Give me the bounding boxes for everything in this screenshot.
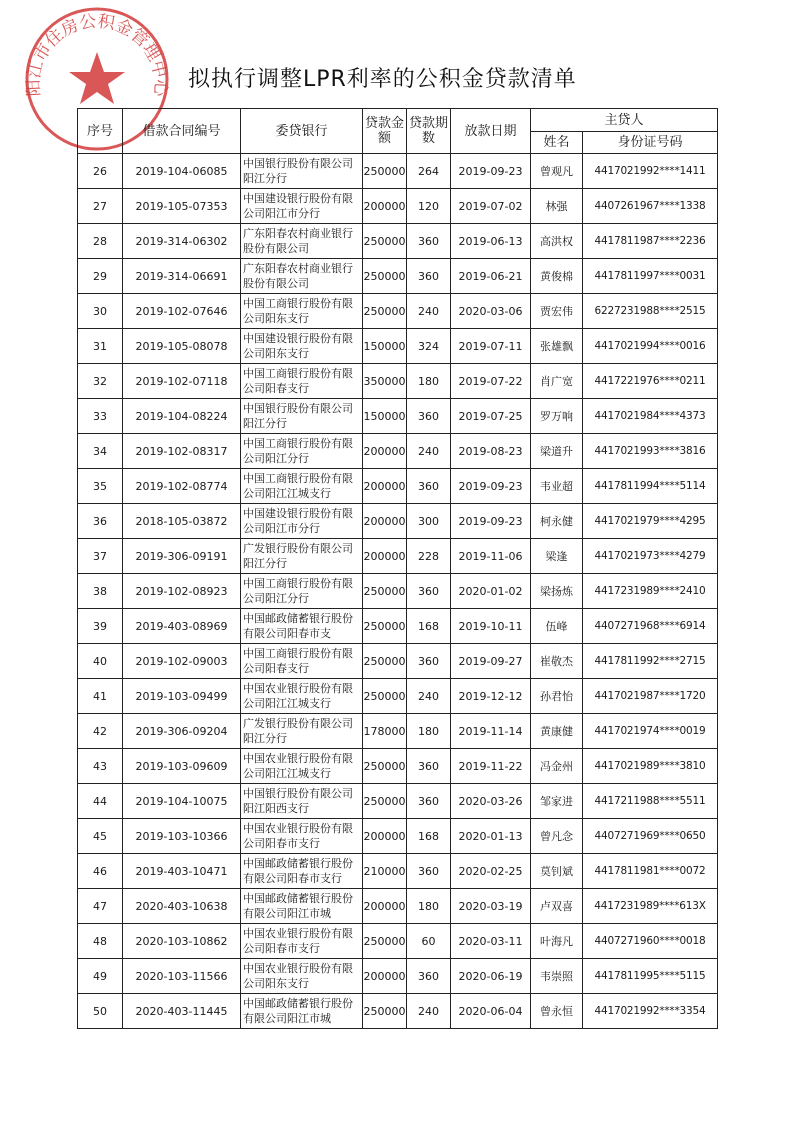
- cell-bank: 中国工商银行股份有限公司阳春支行: [241, 644, 363, 679]
- cell-id: 4417811981****0072: [583, 854, 718, 889]
- cell-name: 黄康健: [531, 714, 583, 749]
- cell-contract: 2019-306-09191: [123, 539, 241, 574]
- header-id: 身份证号码: [583, 132, 718, 154]
- cell-term: 360: [407, 959, 451, 994]
- table-row: [78, 819, 718, 854]
- table-row: [78, 889, 718, 924]
- cell-date: 2020-03-11: [451, 924, 531, 959]
- cell-name: 肖广宽: [531, 364, 583, 399]
- cell-term: 360: [407, 399, 451, 434]
- cell-amount: 250000: [363, 224, 407, 259]
- header-amount: 贷款金额: [363, 109, 407, 154]
- cell-seq: 36: [78, 504, 123, 539]
- cell-amount: 250000: [363, 154, 407, 189]
- cell-amount: 250000: [363, 749, 407, 784]
- table-row: [78, 224, 718, 259]
- table-row: [78, 994, 718, 1029]
- header-borrower: 主贷人: [531, 109, 718, 132]
- cell-name: 林强: [531, 189, 583, 224]
- cell-term: 360: [407, 259, 451, 294]
- loan-table: [77, 108, 718, 1029]
- cell-bank: 中国邮政储蓄银行股份有限公司阳江市城: [241, 889, 363, 924]
- cell-name: 邹家进: [531, 784, 583, 819]
- table-row: [78, 924, 718, 959]
- cell-seq: 41: [78, 679, 123, 714]
- cell-date: 2019-09-23: [451, 504, 531, 539]
- cell-date: 2019-07-11: [451, 329, 531, 364]
- cell-bank: 广东阳春农村商业银行股份有限公司: [241, 259, 363, 294]
- cell-amount: 210000: [363, 854, 407, 889]
- cell-date: 2019-06-21: [451, 259, 531, 294]
- cell-amount: 200000: [363, 819, 407, 854]
- cell-bank: 中国工商银行股份有限公司阳江江城支行: [241, 469, 363, 504]
- cell-name: 韦崇照: [531, 959, 583, 994]
- cell-amount: 200000: [363, 504, 407, 539]
- cell-contract: 2019-104-08224: [123, 399, 241, 434]
- cell-term: 240: [407, 294, 451, 329]
- cell-seq: 46: [78, 854, 123, 889]
- cell-id: 4417021989****3810: [583, 749, 718, 784]
- cell-bank: 中国建设银行股份有限公司阳东支行: [241, 329, 363, 364]
- cell-contract: 2019-103-09609: [123, 749, 241, 784]
- cell-amount: 250000: [363, 294, 407, 329]
- header-name: 姓名: [531, 132, 583, 154]
- cell-date: 2019-06-13: [451, 224, 531, 259]
- cell-date: 2020-01-02: [451, 574, 531, 609]
- cell-term: 324: [407, 329, 451, 364]
- cell-seq: 44: [78, 784, 123, 819]
- cell-contract: 2020-403-11445: [123, 994, 241, 1029]
- cell-id: 6227231988****2515: [583, 294, 718, 329]
- cell-amount: 250000: [363, 784, 407, 819]
- cell-term: 360: [407, 749, 451, 784]
- cell-id: 4417221976****0211: [583, 364, 718, 399]
- cell-id: 4417021974****0019: [583, 714, 718, 749]
- cell-date: 2019-11-22: [451, 749, 531, 784]
- cell-date: 2020-01-13: [451, 819, 531, 854]
- cell-bank: 中国农业银行股份有限公司阳东支行: [241, 959, 363, 994]
- cell-contract: 2019-103-09499: [123, 679, 241, 714]
- header-contract: 借款合同编号: [123, 109, 241, 154]
- cell-seq: 45: [78, 819, 123, 854]
- cell-bank: 中国工商银行股份有限公司阳江分行: [241, 434, 363, 469]
- table-row: [78, 189, 718, 224]
- table-row: [78, 959, 718, 994]
- cell-id: 4417021993****3816: [583, 434, 718, 469]
- cell-amount: 200000: [363, 959, 407, 994]
- cell-name: 冯金州: [531, 749, 583, 784]
- cell-id: 4407271960****0018: [583, 924, 718, 959]
- cell-contract: 2019-102-07118: [123, 364, 241, 399]
- header-seq: 序号: [78, 109, 123, 154]
- table-row: [78, 364, 718, 399]
- cell-seq: 50: [78, 994, 123, 1029]
- table-row: [78, 399, 718, 434]
- cell-seq: 47: [78, 889, 123, 924]
- cell-bank: 中国邮政储蓄银行股份有限公司阳春市支: [241, 609, 363, 644]
- cell-name: 伍峰: [531, 609, 583, 644]
- header-date: 放款日期: [451, 109, 531, 154]
- page-title: 拟执行调整LPR利率的公积金贷款清单: [188, 67, 577, 92]
- cell-date: 2019-07-22: [451, 364, 531, 399]
- cell-id: 4417021992****3354: [583, 994, 718, 1029]
- cell-seq: 39: [78, 609, 123, 644]
- cell-amount: 250000: [363, 679, 407, 714]
- table-row: [78, 434, 718, 469]
- cell-bank: 中国工商银行股份有限公司阳江分行: [241, 574, 363, 609]
- cell-term: 240: [407, 434, 451, 469]
- cell-term: 60: [407, 924, 451, 959]
- cell-contract: 2020-103-11566: [123, 959, 241, 994]
- table-row: [78, 679, 718, 714]
- cell-contract: 2019-103-10366: [123, 819, 241, 854]
- cell-seq: 32: [78, 364, 123, 399]
- cell-contract: 2019-102-08923: [123, 574, 241, 609]
- cell-date: 2019-09-23: [451, 469, 531, 504]
- cell-name: 韦业超: [531, 469, 583, 504]
- cell-bank: 中国建设银行股份有限公司阳江市分行: [241, 504, 363, 539]
- cell-seq: 30: [78, 294, 123, 329]
- cell-amount: 178000: [363, 714, 407, 749]
- cell-seq: 31: [78, 329, 123, 364]
- cell-id: 4417231989****2410: [583, 574, 718, 609]
- cell-date: 2020-03-19: [451, 889, 531, 924]
- table-body: [78, 154, 718, 1029]
- cell-id: 4417021973****4279: [583, 539, 718, 574]
- table-row: [78, 784, 718, 819]
- cell-seq: 34: [78, 434, 123, 469]
- cell-term: 180: [407, 889, 451, 924]
- cell-amount: 250000: [363, 924, 407, 959]
- cell-term: 360: [407, 469, 451, 504]
- cell-name: 曾观凡: [531, 154, 583, 189]
- cell-bank: 中国银行股份有限公司阳江分行: [241, 399, 363, 434]
- cell-name: 黄俊棉: [531, 259, 583, 294]
- cell-date: 2020-03-06: [451, 294, 531, 329]
- cell-bank: 中国农业银行股份有限公司阳春市支行: [241, 924, 363, 959]
- cell-bank: 广东阳春农村商业银行股份有限公司: [241, 224, 363, 259]
- table-row: [78, 329, 718, 364]
- cell-amount: 250000: [363, 644, 407, 679]
- cell-name: 高洪权: [531, 224, 583, 259]
- cell-id: 4417811997****0031: [583, 259, 718, 294]
- cell-amount: 250000: [363, 609, 407, 644]
- cell-seq: 42: [78, 714, 123, 749]
- cell-contract: 2019-314-06691: [123, 259, 241, 294]
- cell-term: 264: [407, 154, 451, 189]
- cell-id: 4417021987****1720: [583, 679, 718, 714]
- cell-name: 张雄飘: [531, 329, 583, 364]
- cell-name: 卢双喜: [531, 889, 583, 924]
- cell-id: 4417211988****5511: [583, 784, 718, 819]
- cell-amount: 250000: [363, 259, 407, 294]
- cell-id: 4417811987****2236: [583, 224, 718, 259]
- cell-contract: 2020-103-10862: [123, 924, 241, 959]
- cell-name: 柯永健: [531, 504, 583, 539]
- cell-contract: 2019-105-07353: [123, 189, 241, 224]
- table-row: [78, 574, 718, 609]
- cell-seq: 29: [78, 259, 123, 294]
- cell-bank: 中国银行股份有限公司阳江阳西支行: [241, 784, 363, 819]
- cell-date: 2020-03-26: [451, 784, 531, 819]
- cell-contract: 2019-105-08078: [123, 329, 241, 364]
- cell-name: 梁逢: [531, 539, 583, 574]
- table-row: [78, 644, 718, 679]
- header-bank: 委贷银行: [241, 109, 363, 154]
- cell-term: 240: [407, 994, 451, 1029]
- cell-term: 120: [407, 189, 451, 224]
- cell-bank: 广发银行股份有限公司阳江分行: [241, 539, 363, 574]
- table-row: [78, 469, 718, 504]
- cell-date: 2019-11-06: [451, 539, 531, 574]
- cell-term: 360: [407, 574, 451, 609]
- cell-contract: 2020-403-10638: [123, 889, 241, 924]
- cell-contract: 2019-102-08774: [123, 469, 241, 504]
- cell-bank: 广发银行股份有限公司阳江分行: [241, 714, 363, 749]
- table-row: [78, 714, 718, 749]
- cell-contract: 2019-102-08317: [123, 434, 241, 469]
- cell-seq: 35: [78, 469, 123, 504]
- cell-date: 2020-02-25: [451, 854, 531, 889]
- cell-term: 360: [407, 784, 451, 819]
- cell-id: 4417021992****1411: [583, 154, 718, 189]
- cell-date: 2019-09-23: [451, 154, 531, 189]
- cell-contract: 2019-403-08969: [123, 609, 241, 644]
- cell-date: 2020-06-19: [451, 959, 531, 994]
- cell-amount: 150000: [363, 329, 407, 364]
- cell-amount: 150000: [363, 399, 407, 434]
- cell-name: 贾宏伟: [531, 294, 583, 329]
- cell-amount: 250000: [363, 574, 407, 609]
- cell-seq: 43: [78, 749, 123, 784]
- cell-name: 曾永恒: [531, 994, 583, 1029]
- cell-term: 168: [407, 609, 451, 644]
- cell-bank: 中国银行股份有限公司阳江分行: [241, 154, 363, 189]
- cell-date: 2019-12-12: [451, 679, 531, 714]
- table-row: [78, 259, 718, 294]
- cell-term: 360: [407, 224, 451, 259]
- cell-term: 180: [407, 364, 451, 399]
- cell-name: 孙君怡: [531, 679, 583, 714]
- cell-term: 228: [407, 539, 451, 574]
- cell-seq: 48: [78, 924, 123, 959]
- cell-contract: 2019-306-09204: [123, 714, 241, 749]
- cell-contract: 2019-104-06085: [123, 154, 241, 189]
- cell-date: 2019-10-11: [451, 609, 531, 644]
- cell-term: 240: [407, 679, 451, 714]
- cell-amount: 350000: [363, 364, 407, 399]
- cell-bank: 中国农业银行股份有限公司阳春市支行: [241, 819, 363, 854]
- cell-id: 4417021994****0016: [583, 329, 718, 364]
- cell-bank: 中国建设银行股份有限公司阳江市分行: [241, 189, 363, 224]
- cell-bank: 中国工商银行股份有限公司阳东支行: [241, 294, 363, 329]
- cell-amount: 200000: [363, 889, 407, 924]
- table-row: [78, 854, 718, 889]
- cell-name: 梁道升: [531, 434, 583, 469]
- cell-amount: 200000: [363, 539, 407, 574]
- cell-amount: 200000: [363, 189, 407, 224]
- table-row: [78, 609, 718, 644]
- cell-seq: 26: [78, 154, 123, 189]
- cell-term: 180: [407, 714, 451, 749]
- cell-name: 莫钊斌: [531, 854, 583, 889]
- cell-bank: 中国农业银行股份有限公司阳江江城支行: [241, 679, 363, 714]
- cell-bank: 中国邮政储蓄银行股份有限公司阳江市城: [241, 994, 363, 1029]
- cell-date: 2019-11-14: [451, 714, 531, 749]
- cell-amount: 250000: [363, 994, 407, 1029]
- cell-name: 曾凡念: [531, 819, 583, 854]
- cell-bank: 中国邮政储蓄银行股份有限公司阳春市支行: [241, 854, 363, 889]
- cell-contract: 2018-105-03872: [123, 504, 241, 539]
- cell-id: 4417021979****4295: [583, 504, 718, 539]
- table-row: [78, 154, 718, 189]
- cell-term: 360: [407, 854, 451, 889]
- cell-id: 4417811992****2715: [583, 644, 718, 679]
- cell-name: 叶海凡: [531, 924, 583, 959]
- cell-contract: 2019-102-09003: [123, 644, 241, 679]
- cell-id: 4417231989****613X: [583, 889, 718, 924]
- cell-seq: 40: [78, 644, 123, 679]
- table-row: [78, 504, 718, 539]
- cell-seq: 49: [78, 959, 123, 994]
- table-row: [78, 294, 718, 329]
- header-term: 贷款期数: [407, 109, 451, 154]
- table-row: [78, 539, 718, 574]
- cell-seq: 33: [78, 399, 123, 434]
- cell-contract: 2019-104-10075: [123, 784, 241, 819]
- cell-id: 4417811995****5115: [583, 959, 718, 994]
- cell-contract: 2019-314-06302: [123, 224, 241, 259]
- cell-seq: 27: [78, 189, 123, 224]
- seal-text: 阳江市住房公积金管理中心: [23, 11, 171, 97]
- table-row: [78, 749, 718, 784]
- cell-id: 4407271969****0650: [583, 819, 718, 854]
- cell-seq: 37: [78, 539, 123, 574]
- cell-term: 168: [407, 819, 451, 854]
- cell-bank: 中国农业银行股份有限公司阳江江城支行: [241, 749, 363, 784]
- cell-term: 360: [407, 644, 451, 679]
- cell-id: 4407261967****1338: [583, 189, 718, 224]
- cell-amount: 200000: [363, 434, 407, 469]
- cell-seq: 38: [78, 574, 123, 609]
- cell-amount: 200000: [363, 469, 407, 504]
- cell-id: 4417811994****5114: [583, 469, 718, 504]
- cell-date: 2019-07-02: [451, 189, 531, 224]
- cell-contract: 2019-102-07646: [123, 294, 241, 329]
- cell-term: 300: [407, 504, 451, 539]
- cell-contract: 2019-403-10471: [123, 854, 241, 889]
- cell-date: 2020-06-04: [451, 994, 531, 1029]
- cell-seq: 28: [78, 224, 123, 259]
- cell-id: 4407271968****6914: [583, 609, 718, 644]
- cell-id: 4417021984****4373: [583, 399, 718, 434]
- cell-date: 2019-07-25: [451, 399, 531, 434]
- cell-name: 梁扬炼: [531, 574, 583, 609]
- cell-name: 罗万响: [531, 399, 583, 434]
- cell-bank: 中国工商银行股份有限公司阳春支行: [241, 364, 363, 399]
- cell-date: 2019-09-27: [451, 644, 531, 679]
- cell-name: 崔敬杰: [531, 644, 583, 679]
- cell-date: 2019-08-23: [451, 434, 531, 469]
